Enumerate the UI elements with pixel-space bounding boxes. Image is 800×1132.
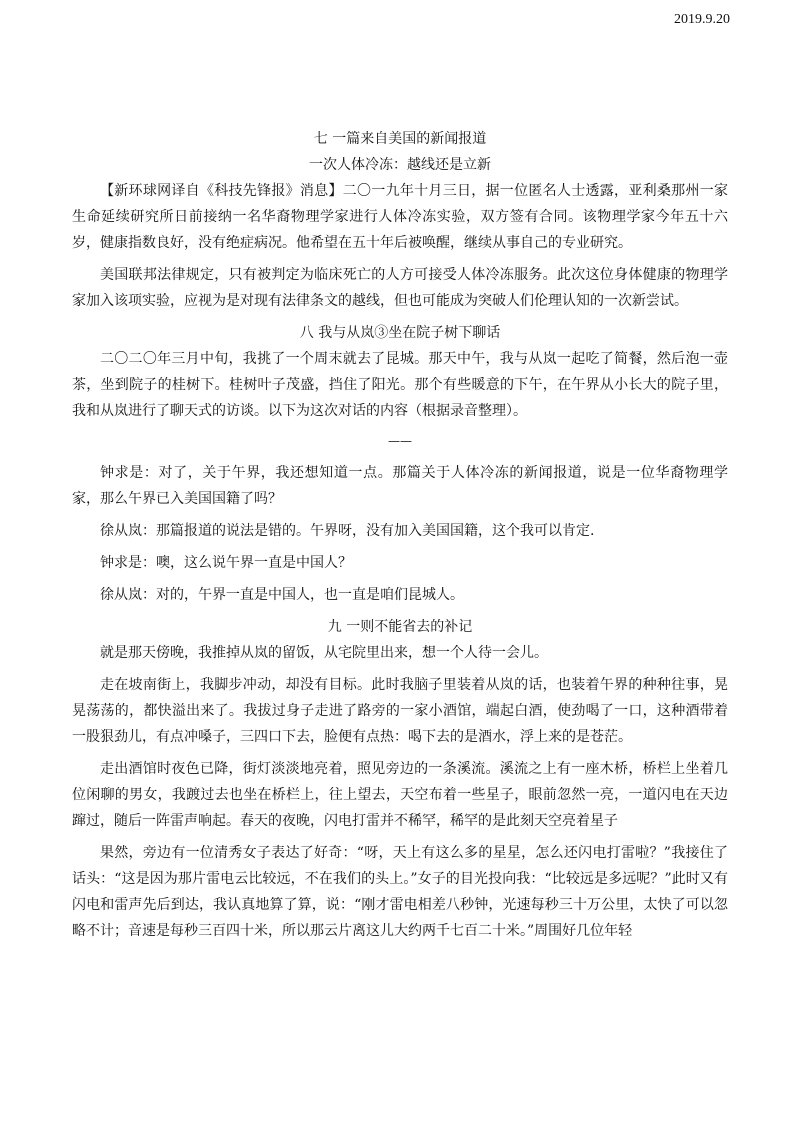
date-stamp: 2019.9.20 <box>674 12 730 27</box>
paragraph: 二〇二〇年三月中旬，我挑了一个周末就去了昆城。那天中午，我与从岚一起吃了简餐，然后泡一壶茶，坐到院子的桂树下。桂树叶子茂盛，挡住了阳光。那个有些暖意的下午，在午界从小长大的院子里，我和从岚进行了聊天式的访谈。以下为这次对话的内容（根据录音整理）。 <box>72 351 728 419</box>
paragraph: 美国联邦法律规定，只有被判定为临床死亡的人方可接受人体冷冻服务。此次这位身体健康的物理学家加入该项实验，应视为是对现有法律条文的越线，但也可能成为突破人们伦理认知的一次新尝试。 <box>72 267 728 309</box>
paragraph: 【新环球网译自《科技先锋报》消息】二〇一九年十月三日，据一位匿名人士透露，亚利桑那州一家生命延续研究所日前接纳一名华裔物理学家进行人体冷冻实验，双方签有合同。该物理学家今年五十六岁，健康指数良好，没有绝症病况。他希望在五十年后被唤醒，继续从事自己的专业研究。 <box>72 183 728 251</box>
dialogue-line: 徐从岚：那篇报道的说法是错的。午界呀，没有加入美国国籍，这个我可以肯定. <box>100 523 595 539</box>
separator: —— <box>388 434 412 448</box>
section-9-title: 九 一则不能省去的补记 <box>327 619 473 635</box>
dialogue-line: 钟求是：对了，关于午界，我还想知道一点。那篇关于人体冷冻的新闻报道，说是一位华裔物理学家，那么午界已入美国国籍了吗？ <box>72 465 728 507</box>
section-7-subtitle: 一次人体冷冻：越线还是立新 <box>309 157 491 173</box>
paragraph: 走出酒馆时夜色已降，街灯淡淡地亮着，照见旁边的一条溪流。溪流之上有一座木桥，桥栏上坐着几位闲聊的男女，我踱过去也坐在桥栏上，往上望去，天空布着一些星子，眼前忽然一亮，一道闪电在天边蹿过，随后一阵雷声响起。春天的夜晚，闪电打雷并不稀罕，稀罕的是此刻天空亮着星子 <box>72 761 728 829</box>
document-body <box>72 126 728 950</box>
paragraph: 就是那天傍晚，我推掉从岚的留饭，从宅院里出来，想一个人待一会儿。 <box>100 645 548 661</box>
paragraph: 果然，旁边有一位清秀女子表达了好奇：“呀，天上有这么多的星星，怎么还闪电打雷啦？”我接住了话头：“这是因为那片雷电云比较远，不在我们的头上。”女子的目光投向我：“比较远是多远呢？”此时又有闪电和雷声先后到达，我认真地算了算，说：“刚才雷电相差八秒钟，光速每秒三十万公里，太快了可以忽略不计；音速是每秒三百四十米，所以那云片离这儿大约两千七百二十米。”周围好几位年轻 <box>72 845 728 939</box>
dialogue-line: 钟求是：噢，这么说午界一直是中国人？ <box>100 555 352 571</box>
dialogue-line: 徐从岚：对的，午界一直是中国人，也一直是咱们昆城人。 <box>100 587 464 603</box>
section-7-title: 七 一篇来自美国的新闻报道 <box>313 131 487 147</box>
section-8-title: 八 我与从岚③坐在院子树下聊话 <box>299 325 501 341</box>
paragraph: 走在坡南街上，我脚步冲动，却没有目标。此时我脑子里装着从岚的话，也装着午界的种种往事，晃晃荡荡的，都快溢出来了。我拔过身子走进了路旁的一家小酒馆，端起白酒，使劲喝了一口，这种酒带着一股狠劲儿，有点冲嗓子，三四口下去，脸便有点热：喝下去的是酒水，浮上来的是苍茫。 <box>72 677 728 745</box>
